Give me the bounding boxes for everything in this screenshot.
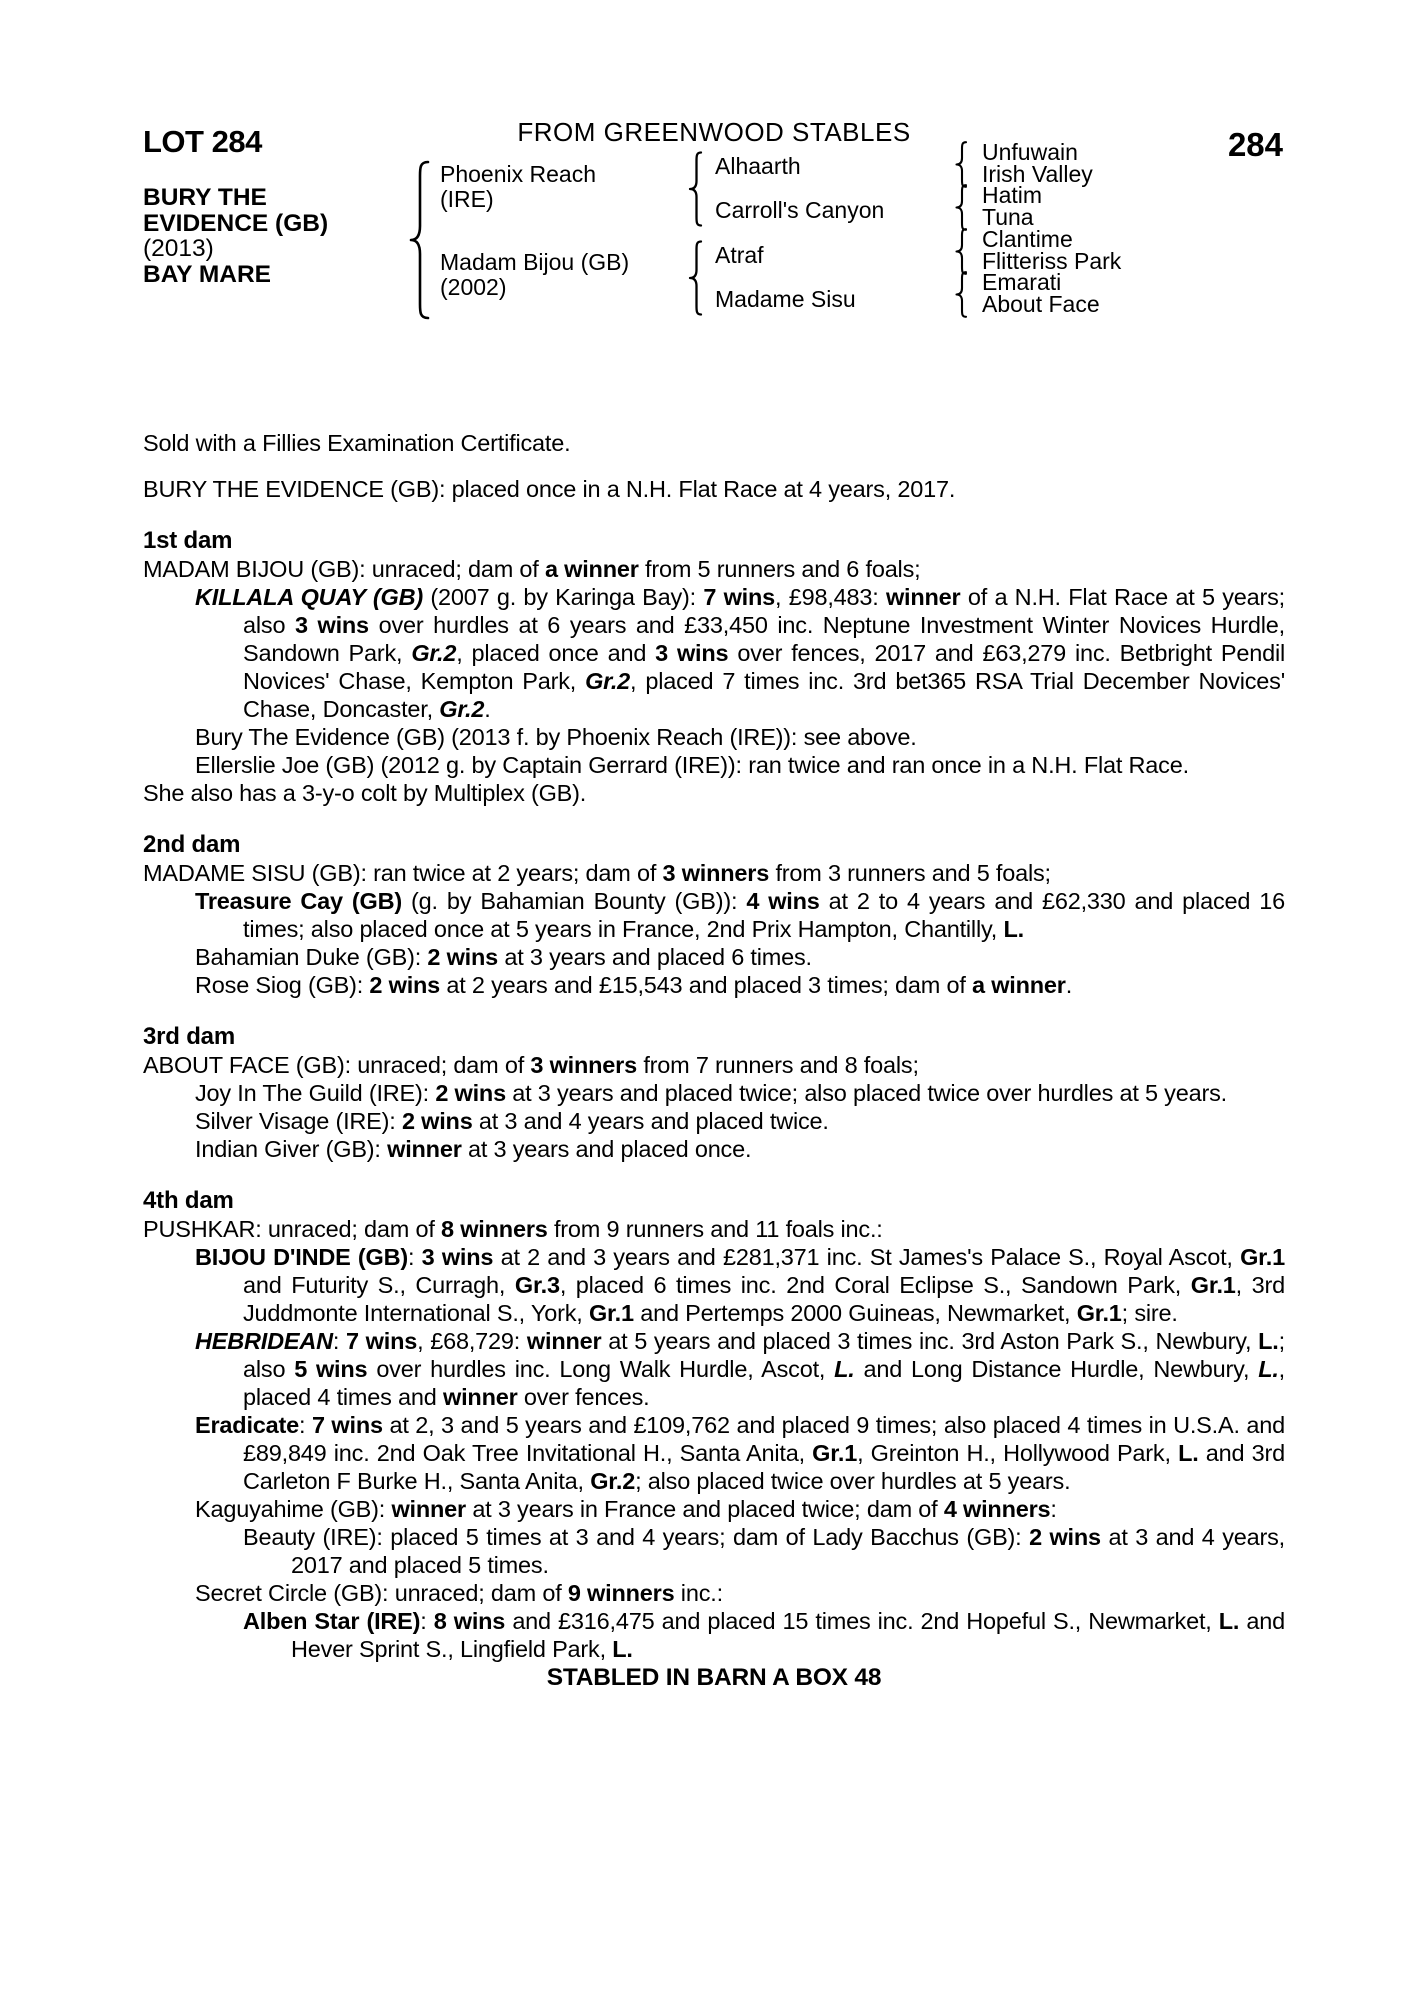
- dam-section-heading: 3rd dam: [143, 1023, 235, 1050]
- pedigree-brace-gg4: [955, 271, 968, 318]
- sire-of-dam: Atraf: [715, 242, 764, 268]
- text-paragraph: MADAME SISU (GB): ran twice at 2 years; dam of 3 winners from 3 runners and 5 foals;: [143, 860, 1051, 886]
- great-grandparent: Irish Valley: [982, 160, 1093, 187]
- pedigree-brace-gg2: [955, 184, 968, 231]
- sire-name: [440, 162, 596, 212]
- dam-section-heading: 4th dam: [143, 1187, 234, 1214]
- horse-name-line2: EVIDENCE (GB): [143, 209, 329, 237]
- text-paragraph: Ellerslie Joe (GB) (2012 g. by Captain Gerrard (IRE)): ran twice and ran once in a N.H. Flat Race.: [195, 752, 1189, 778]
- dam-foaling-year: (2002): [440, 274, 507, 300]
- consignor-line: FROM GREENWOOD STABLES: [517, 117, 911, 147]
- great-grandparent: Hatim: [982, 182, 1043, 209]
- text-paragraph: MADAM BIJOU (GB): unraced; dam of a winner from 5 runners and 6 foals;: [143, 556, 921, 582]
- text-paragraph: Bahamian Duke (GB): 2 wins at 3 years and placed 6 times.: [195, 944, 812, 970]
- text-paragraph: PUSHKAR: unraced; dam of 8 winners from 9 runners and 11 foals inc.:: [143, 1216, 883, 1242]
- dam-name-line1: Madam Bijou (GB): [440, 249, 630, 275]
- great-grandparent: Clantime: [982, 225, 1073, 252]
- text-paragraph: ABOUT FACE (GB): unraced; dam of 3 winners from 7 runners and 8 foals;: [143, 1052, 919, 1078]
- lot-number-label: LOT 284: [143, 124, 262, 159]
- pedigree-brace-gg3: [955, 228, 968, 275]
- text-paragraph: She also has a 3-y-o colt by Multiplex (GB).: [143, 780, 587, 806]
- dam-section-heading: 1st dam: [143, 527, 233, 554]
- dam-of-sire: Carroll's Canyon: [715, 197, 885, 223]
- great-grandparent: Tuna: [982, 204, 1034, 231]
- dam-section-heading: 2nd dam: [143, 831, 241, 858]
- dam-of-dam: Madame Sisu: [715, 286, 856, 312]
- text-paragraph: Secret Circle (GB): unraced; dam of 9 winners inc.:: [195, 1580, 723, 1606]
- page-number: 284: [1227, 126, 1283, 163]
- text-paragraph: Joy In The Guild (IRE): 2 wins at 3 years and placed twice; also placed twice over hurdles at 5 years.: [195, 1080, 1227, 1106]
- great-grandparent: Unfuwain: [982, 139, 1078, 165]
- pedigree-table: [143, 140, 1285, 340]
- stabling-note: STABLED IN BARN A BOX 48: [546, 1664, 882, 1691]
- text-paragraph: Kaguyahime (GB): winner at 3 years in France and placed twice; dam of 4 winners:: [195, 1496, 1057, 1522]
- horse-identity: [143, 185, 328, 287]
- text-paragraph: BIJOU D'INDE (GB): 3 wins at 2 and 3 years and £281,371 inc. St James's Palace S., Royal Ascot, Gr.1 and Futurity S., Curragh, Gr.3, placed 6 times inc. 2nd Coral Eclipse S., Sandown Park, Gr.1, 3rd Juddmonte International S., York, Gr.1 and Pertemps 2000 Guineas, Newmarket, Gr.1; sire.: [195, 1244, 1286, 1326]
- text-paragraph: Treasure Cay (GB) (g. by Bahamian Bounty (GB)): 4 wins at 2 to 4 years and £62,330 and placed 16 times; also placed once at 5 years in France, 2nd Prix Hampton, Chantilly, L.: [195, 888, 1285, 942]
- horse-name-line1: BURY THE: [143, 184, 267, 211]
- dam-sections: [143, 527, 1285, 1663]
- catalogue-text: [143, 429, 1285, 1717]
- text-paragraph: HEBRIDEAN: 7 wins, £68,729: winner at 5 years and placed 3 times inc. 3rd Aston Park S., Newbury, L.; also 5 wins over hurdles inc. Long Walk Hurdle, Ascot, L. and Long Distance Hurdle, Newbury, L., placed 4 times and winner over fences.: [195, 1328, 1286, 1410]
- text-paragraph: Eradicate: 7 wins at 2, 3 and 5 years and £109,762 and placed 9 times; also placed 4 times in U.S.A. and £89,849 inc. 2nd Oak Tree Invitational H., Santa Anita, Gr.1, Greinton H., Hollywood Park, L. and 3rd Carleton F Burke H., Santa Anita, Gr.2; also placed twice over hurdles at 5 years.: [195, 1412, 1285, 1494]
- pedigree-brace-main: [408, 160, 430, 320]
- horse-foaling-year: (2013): [143, 235, 214, 262]
- text-paragraph: Silver Visage (IRE): 2 wins at 3 and 4 years and placed twice.: [195, 1108, 829, 1134]
- great-grandparent: Emarati: [982, 269, 1062, 296]
- text-paragraph: Bury The Evidence (GB) (2013 f. by Phoenix Reach (IRE)): see above.: [195, 724, 917, 750]
- great-grandparent: About Face: [982, 290, 1100, 317]
- text-paragraph: KILLALA QUAY (GB) (2007 g. by Karinga Bay): 7 wins, £98,483: winner of a N.H. Flat Race at 5 years; also 3 wins over hurdles at 6 years and £33,450 inc. Neptune Investment Winter Novices Hurdle, Sandown Park, Gr.2, placed once and 3 wins over fences, 2017 and £63,279 inc. Betbright Pendil Novices' Chase, Kempton Park, Gr.2, placed 7 times inc. 3rd bet365 RSA Trial December Novices' Chase, Doncaster, Gr.2.: [195, 584, 1285, 722]
- text-paragraph: Alben Star (IRE): 8 wins and £316,475 and placed 15 times inc. 2nd Hopeful S., Newmarket, L. and Hever Sprint S., Lingfield Park, L.: [243, 1608, 1285, 1662]
- pedigree-brace-dam: [688, 240, 703, 316]
- pedigree-brace-sire: [688, 151, 703, 227]
- sire-of-sire: Alhaarth: [715, 153, 801, 179]
- notes-block: [143, 429, 1285, 503]
- pedigree-brace-gg1: [955, 141, 968, 188]
- text-paragraph: Indian Giver (GB): winner at 3 years and placed once.: [195, 1136, 752, 1162]
- sire-suffix: (IRE): [440, 186, 494, 212]
- text-paragraph: Rose Siog (GB): 2 wins at 2 years and £15,543 and placed 3 times; dam of a winner.: [195, 972, 1073, 998]
- text-paragraph: BURY THE EVIDENCE (GB): placed once in a N.H. Flat Race at 4 years, 2017.: [143, 476, 956, 502]
- text-paragraph: Beauty (IRE): placed 5 times at 3 and 4 years; dam of Lady Bacchus (GB): 2 wins at 3 and 4 years, 2017 and placed 5 times.: [243, 1524, 1285, 1578]
- sire-name-line1: Phoenix Reach: [440, 161, 596, 187]
- horse-sex-colour: BAY MARE: [143, 260, 271, 288]
- great-grandparents-column: [982, 139, 1122, 317]
- dam-name: [440, 250, 629, 300]
- text-paragraph: Sold with a Fillies Examination Certificate.: [143, 430, 571, 456]
- great-grandparent: Flitteriss Park: [982, 247, 1122, 274]
